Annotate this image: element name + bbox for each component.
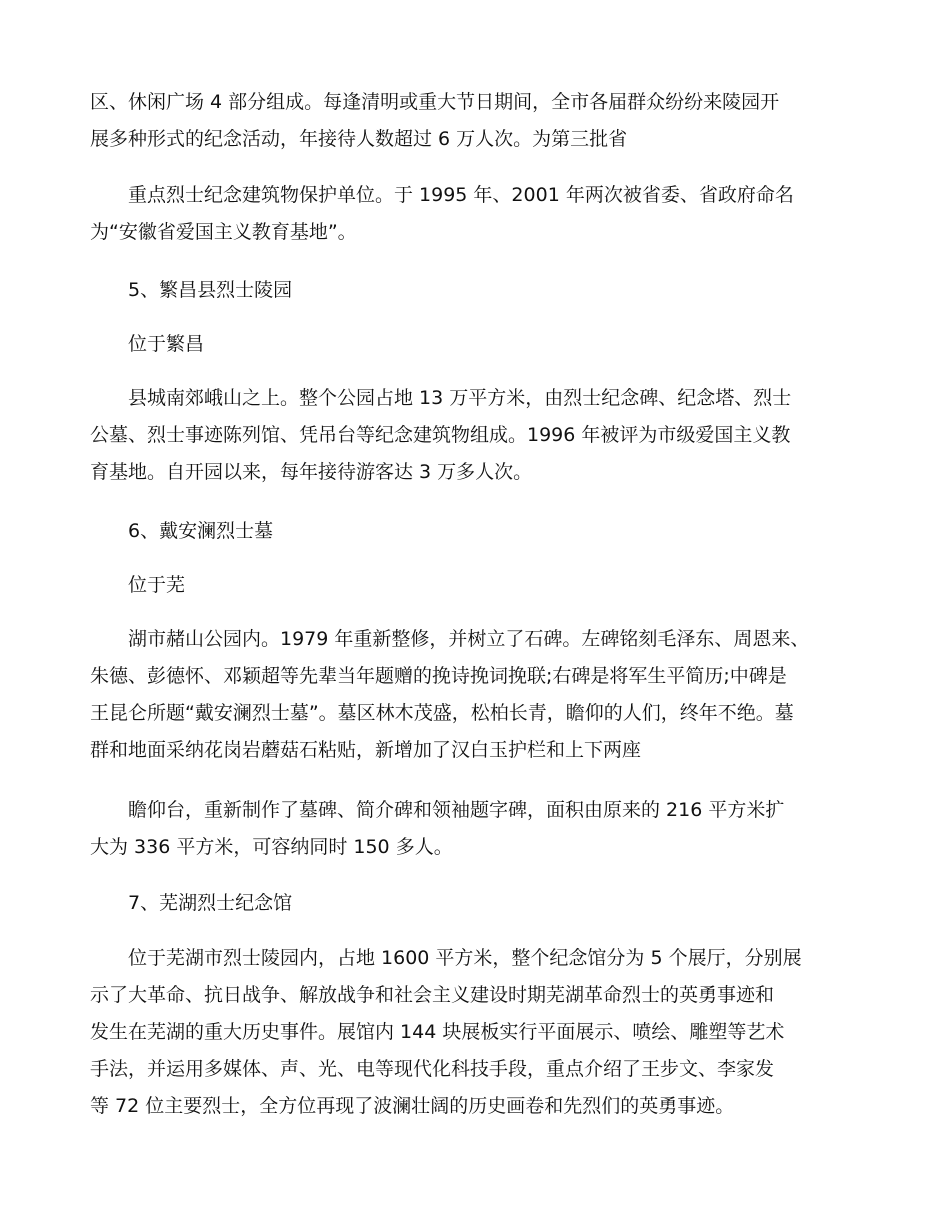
text-line: 示了大革命、抗日战争、解放战争和社会主义建设时期芜湖革命烈士的英勇事迹和 [90, 984, 775, 1006]
paragraph-1 [90, 84, 870, 158]
text-line: 发生在芜湖的重大历史事件。展馆内 144 块展板实行平面展示、喷绘、雕塑等艺术 [90, 1021, 785, 1043]
paragraph-6 [90, 621, 870, 769]
text-line: 瞻仰台，重新制作了墓碑、简介碑和领袖题字碑，面积由原来的 216 平方米扩 [128, 799, 785, 821]
paragraph-4 [90, 380, 870, 491]
heading-text: 6、戴安澜烈士墓 [128, 520, 274, 542]
text-line: 大为 336 平方米，可容纳同时 150 多人。 [90, 836, 453, 858]
text-line: 县城南郊峨山之上。整个公园占地 13 万平方米，由烈士纪念碑、纪念塔、烈士 [128, 387, 792, 409]
text-line: 公墓、烈士事迹陈列馆、凭吊台等纪念建筑物组成。1996 年被评为市级爱国主义教 [90, 424, 791, 446]
section-heading-5 [90, 272, 870, 309]
section-heading-6 [90, 513, 870, 550]
text-line: 朱德、彭德怀、邓颖超等先辈当年题赠的挽诗挽词挽联;右碑是将军生平简历;中碑是 [90, 665, 787, 687]
heading-text: 7、芜湖烈士纪念馆 [128, 892, 293, 914]
text-line: 区、休闲广场 4 部分组成。每逢清明或重大节日期间，全市各届群众纷纷来陵园开 [90, 91, 780, 113]
text-line: 展多种形式的纪念活动，年接待人数超过 6 万人次。为第三批省 [90, 128, 628, 150]
text-line: 王昆仑所题“戴安澜烈士墓”。墓区林木茂盛，松柏长青，瞻仰的人们，终年不绝。墓 [90, 702, 794, 724]
text-line: 育基地。自开园以来，每年接待游客达 3 万多人次。 [90, 461, 533, 483]
text-line: 位于芜 [128, 574, 186, 596]
paragraph-2 [90, 177, 870, 251]
text-line: 为“安徽省爱国主义教育基地”。 [90, 221, 357, 243]
paragraph-7 [90, 792, 870, 866]
text-line: 位于繁昌 [128, 333, 205, 355]
text-line: 群和地面采纳花岗岩蘑菇石粘贴，新增加了汉白玉护栏和上下两座 [90, 739, 642, 761]
paragraph-5 [90, 567, 870, 604]
heading-text: 5、繁昌县烈士陵园 [128, 279, 293, 301]
text-line: 手法，并运用多媒体、声、光、电等现代化科技手段，重点介绍了王步文、李家发 [90, 1058, 775, 1080]
paragraph-8 [90, 940, 870, 1125]
text-line: 位于芜湖市烈士陵园内，占地 1600 平方米，整个纪念馆分为 5 个展厅，分别展 [128, 947, 802, 969]
text-line: 湖市赭山公园内。1979 年重新整修，并树立了石碑。左碑铭刻毛泽东、周恩来、 [128, 628, 810, 650]
paragraph-3 [90, 326, 870, 363]
section-heading-7 [90, 885, 870, 922]
text-line: 重点烈士纪念建筑物保护单位。于 1995 年、2001 年两次被省委、省政府命名 [128, 184, 794, 206]
text-line: 等 72 位主要烈士，全方位再现了波澜壮阔的历史画卷和先烈们的英勇事迹。 [90, 1095, 735, 1117]
